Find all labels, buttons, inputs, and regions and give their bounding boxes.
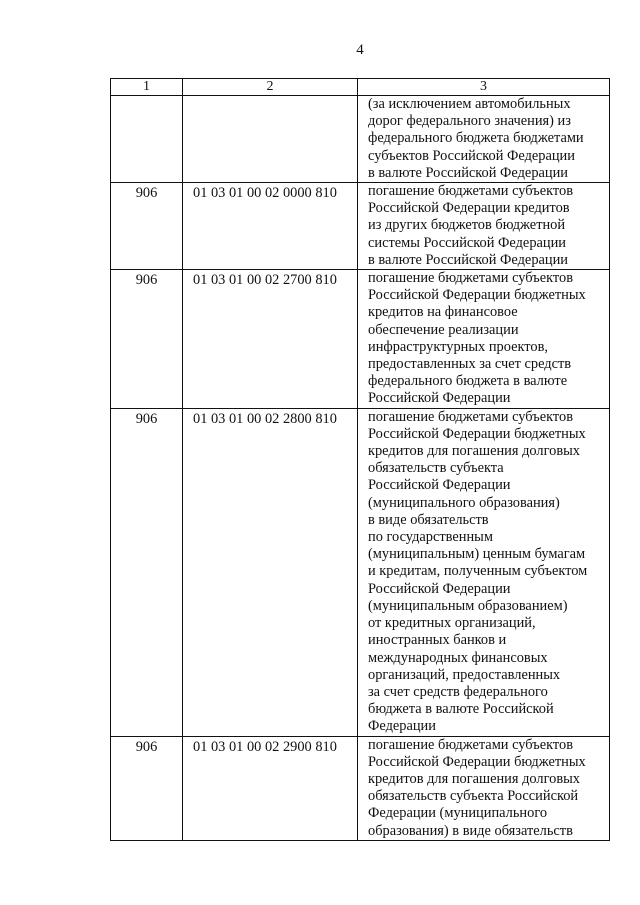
table-header-row bbox=[111, 79, 610, 96]
budget-codes-table bbox=[110, 78, 610, 841]
description-cell: (за исключением автомобильных дорог федерального значения) из федерального бюджета бюджетами субъектов Российской Федерации в валюте Российской Федерации bbox=[358, 96, 610, 183]
budget-code-cell: 01 03 01 00 02 2800 810 bbox=[183, 408, 358, 736]
table-row bbox=[111, 270, 610, 409]
description-cell: погашение бюджетами субъектов Российской Федерации кредитов из других бюджетов бюджетной системы Российской Федерации в валюте Российской Федерации bbox=[358, 183, 610, 270]
admin-code-cell: 906 bbox=[111, 736, 183, 840]
table-row bbox=[111, 736, 610, 840]
admin-code-cell bbox=[111, 96, 183, 183]
budget-code-cell: 01 03 01 00 02 2700 810 bbox=[183, 270, 358, 409]
table-row bbox=[111, 408, 610, 736]
description-cell: погашение бюджетами субъектов Российской Федерации бюджетных кредитов на финансовое обеспечение реализации инфраструктурных проектов, предоставленных за счет средств федерального бюджета в валюте Российской Федерации bbox=[358, 270, 610, 409]
budget-code-cell: 01 03 01 00 02 0000 810 bbox=[183, 183, 358, 270]
budget-code-cell bbox=[183, 96, 358, 183]
budget-code-cell: 01 03 01 00 02 2900 810 bbox=[183, 736, 358, 840]
column-header-2: 2 bbox=[183, 79, 358, 96]
column-header-1: 1 bbox=[111, 79, 183, 96]
table-row bbox=[111, 183, 610, 270]
description-cell: погашение бюджетами субъектов Российской Федерации бюджетных кредитов для погашения долговых обязательств субъекта Российской Федерации (муниципального образования) в виде обязательств по государственным (муниципальным) ценным бумагам и кредитам, полученным субъектом Российской Федерации (муниципальным образованием) от кредитных организаций, иностранных банков и международных финансовых организаций, предоставленных за счет средств федерального бюджета в валюте Российской Федерации bbox=[358, 408, 610, 736]
admin-code-cell: 906 bbox=[111, 183, 183, 270]
page-number: 4 bbox=[356, 42, 364, 58]
admin-code-cell: 906 bbox=[111, 270, 183, 409]
column-header-3: 3 bbox=[358, 79, 610, 96]
description-cell: погашение бюджетами субъектов Российской Федерации бюджетных кредитов для погашения долговых обязательств субъекта Российской Федерации (муниципального образования) в виде обязательств bbox=[358, 736, 610, 840]
admin-code-cell: 906 bbox=[111, 408, 183, 736]
table-row bbox=[111, 96, 610, 183]
